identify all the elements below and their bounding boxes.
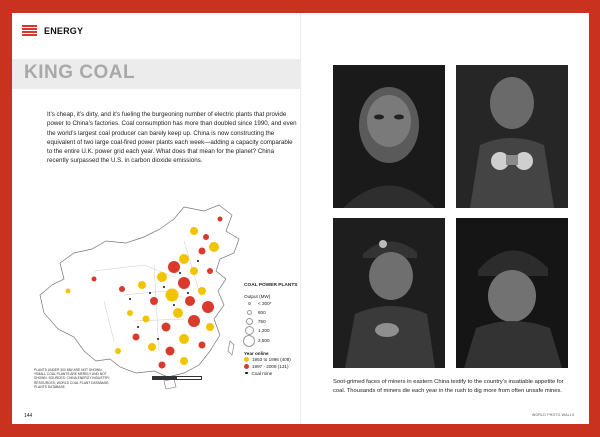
coal-mine-marker [137, 326, 139, 328]
map-legend [244, 283, 299, 377]
plant-marker [159, 362, 166, 369]
map-source-note: PLANTS UNDER 300 MW ARE NOT SHOWN. *SMALL COAL PLANTS ARE MERELY AND NOT SHOWN. SOURCES: CHINA ENERGY INDUSTRY; RESOURCES; WORLD COAL PLANT DATABASE; PLANTS DATABASE [34, 368, 110, 389]
coal-mine-marker [149, 292, 151, 294]
plant-marker [202, 301, 214, 313]
legend-size-label: 750 [258, 318, 266, 324]
legend-size-label: 1,200 [258, 327, 270, 333]
legend-mine-row [244, 370, 299, 377]
coal-mine-marker [163, 286, 165, 288]
plant-marker [173, 308, 183, 318]
plant-marker [198, 287, 206, 295]
plant-marker [218, 217, 223, 222]
plant-marker [157, 272, 167, 282]
plant-marker [203, 234, 209, 240]
coal-mine-marker [179, 272, 181, 274]
taiwan-island [228, 341, 234, 355]
plant-marker [188, 315, 200, 327]
plant-marker [143, 316, 150, 323]
plant-marker [190, 227, 198, 235]
plant-marker [119, 286, 125, 292]
plant-marker [127, 310, 133, 316]
plant-marker [209, 242, 219, 252]
plant-marker [168, 261, 180, 273]
coal-mine-marker [197, 260, 199, 262]
legend-size-row [244, 317, 299, 326]
coal-mine-swatch [245, 372, 248, 375]
map-scale [152, 375, 202, 381]
page-number: 144 [24, 413, 33, 419]
plant-marker [150, 297, 158, 305]
china-coal-plant-map [34, 201, 252, 391]
plant-marker [180, 357, 188, 365]
legend-size-row [244, 326, 299, 335]
legend-size-label: < 300* [258, 300, 272, 306]
plant-marker [206, 323, 214, 331]
page-footer-credit: WORLD PHOTO WALLS [532, 413, 575, 417]
legend-year-range: 1997 - 2009 (131) [252, 363, 289, 369]
plant-marker [162, 323, 171, 332]
plant-marker [115, 348, 121, 354]
legend-year-row [244, 363, 299, 370]
legend-mine-label: Coal mine [251, 370, 273, 376]
miner-hardhat-photo-icon [456, 218, 568, 368]
legend-size-row [244, 308, 299, 317]
miner-face-photo-icon [333, 65, 445, 208]
page-gutter [300, 13, 301, 424]
plant-marker [207, 268, 213, 274]
legend-output-label: Output (MW) [244, 293, 271, 299]
plant-marker [148, 343, 156, 351]
coal-mine-marker [173, 304, 175, 306]
plant-marker [66, 289, 71, 294]
plant-marker [185, 296, 195, 306]
plant-marker [138, 281, 146, 289]
miner-helmet-photo-icon [333, 218, 445, 368]
late-plant-swatch [244, 364, 249, 369]
intro-paragraph: It’s cheap, it’s dirty, and it’s fueling the burgeoning number of electric plants that provide power to China’s factories. Coal consumption has more than doubled since 1990, and even the world’s largest coal producer can barely keep up. China is now constructing the equivalent of two large coal-fired power plants each week—adding a capacity comparable to the entire U.K. power grid each year. What does that mean for the planet? China recently surpassed the U.S. in carbon dioxide emissions. [47, 111, 297, 165]
plant-marker [166, 347, 175, 356]
legend-size-row [244, 299, 299, 308]
plant-marker [178, 277, 190, 289]
plant-marker [199, 248, 206, 255]
plant-marker [179, 334, 189, 344]
legend-size-label: 2,500 [258, 338, 270, 344]
miner-portrait-4 [456, 218, 568, 368]
plant-marker [92, 277, 97, 282]
legend-year-range: 1953 to 1996 (408) [252, 356, 291, 362]
plant-marker [133, 334, 140, 341]
section-label: ENERGY [44, 26, 84, 36]
plant-marker [190, 267, 198, 275]
miner-portrait-3 [333, 218, 445, 368]
coal-mine-marker [129, 298, 131, 300]
plant-marker [179, 254, 189, 264]
legend-size-label: 600 [258, 309, 266, 315]
early-plant-swatch [244, 357, 249, 362]
plant-marker [166, 289, 179, 302]
miner-respirator-photo-icon [456, 65, 568, 208]
legend-size-row [244, 335, 299, 347]
miner-portrait-2 [456, 65, 568, 208]
miner-portrait-1 [333, 65, 445, 208]
coal-mine-marker [187, 292, 189, 294]
magazine-spread [12, 13, 589, 424]
plant-marker [199, 342, 206, 349]
legend-title: COAL POWER PLANTS [244, 283, 298, 288]
article-title: KING COAL [24, 62, 136, 83]
coal-mine-marker [157, 338, 159, 340]
legend-year-row [244, 356, 299, 363]
section-lines-icon [22, 25, 37, 38]
scale-bar [152, 376, 202, 380]
photo-caption: Soot-grimed faces of miners in eastern China testify to the country’s insatiable appetite for coal. Thousands of miners die each year in the rush to dig more from often unsafe mines. [333, 379, 564, 394]
legend-year-label: Year online [244, 350, 269, 356]
